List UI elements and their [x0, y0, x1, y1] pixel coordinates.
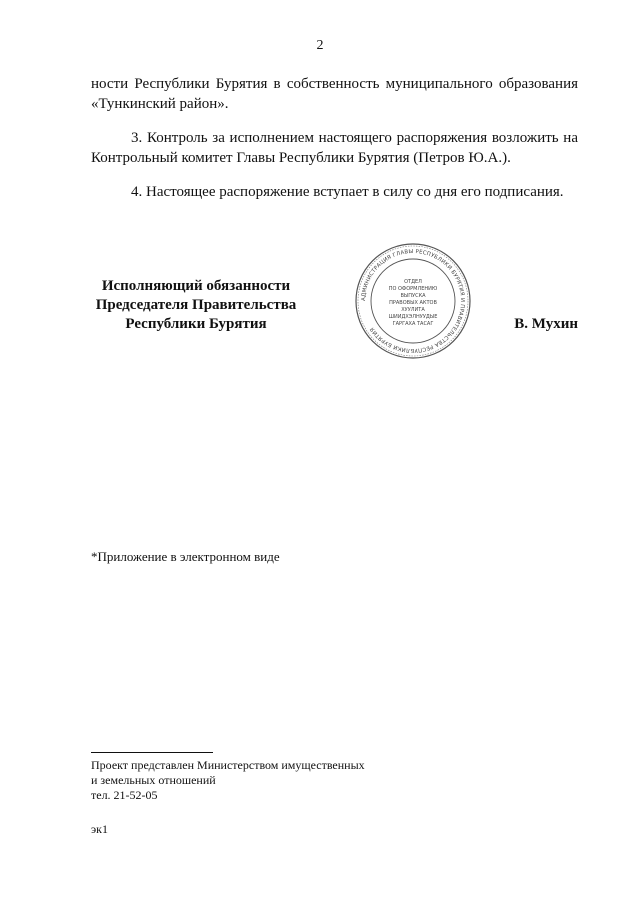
paragraph-effective-clause: 4. Настоящее распоряжение вступает в силу со дня его подписания.	[131, 184, 564, 200]
seal-inner-line: ХУУЛИТА	[401, 307, 425, 313]
seal-outer-text: АДМИНИСТРАЦИЯ ГЛАВЫ РЕСПУБЛИКИ БУРЯТИЯ И ПРАВИТЕЛЬСТВА РЕСПУБЛИКИ БУРЯТИЯ	[360, 248, 466, 354]
signer-title-line: Республики Бурятия	[125, 316, 267, 332]
seal-inner-line: ПРАВОВЫХ АКТОВ	[389, 300, 437, 306]
footnote-line: Проект представлен Министерством имущественных	[91, 758, 365, 772]
footnote	[91, 758, 365, 803]
document-code-mark: эк1	[91, 822, 108, 836]
seal-inner-line: ВЫПУСКА	[400, 293, 426, 299]
seal-inner-line: ПО ОФОРМЛЕНИЮ	[388, 286, 438, 292]
footnote-phone: тел. 21-52-05	[91, 788, 158, 802]
official-seal-stamp	[354, 242, 472, 360]
footnote-line: и земельных отношений	[91, 773, 216, 787]
page-number: 2	[316, 38, 324, 53]
seal-inner-line: ОТДЕЛ	[404, 279, 422, 285]
signer-title-line: Исполняющий обязанности	[101, 278, 291, 294]
seal-inner-line: ГАРГАХА ТАСАГ	[392, 321, 434, 327]
paragraph-continuation: ности Республики Бурятия в собственность муниципального образования «Тункинский район».	[91, 76, 578, 112]
signer-name: В. Мухин	[514, 316, 578, 332]
attachment-note: *Приложение в электронном виде	[91, 549, 280, 564]
signer-title	[91, 277, 301, 334]
paragraph-control-clause: 3. Контроль за исполнением настоящего распоряжения возложить на Контрольный комитет Главы Республики Бурятия (Петров Ю.А.).	[91, 130, 578, 166]
signer-title-line: Председателя Правительства	[95, 297, 297, 313]
footnote-divider	[91, 752, 213, 753]
seal-inner-line: ШИИДХЭЛНУУДЫЕ	[388, 314, 438, 320]
